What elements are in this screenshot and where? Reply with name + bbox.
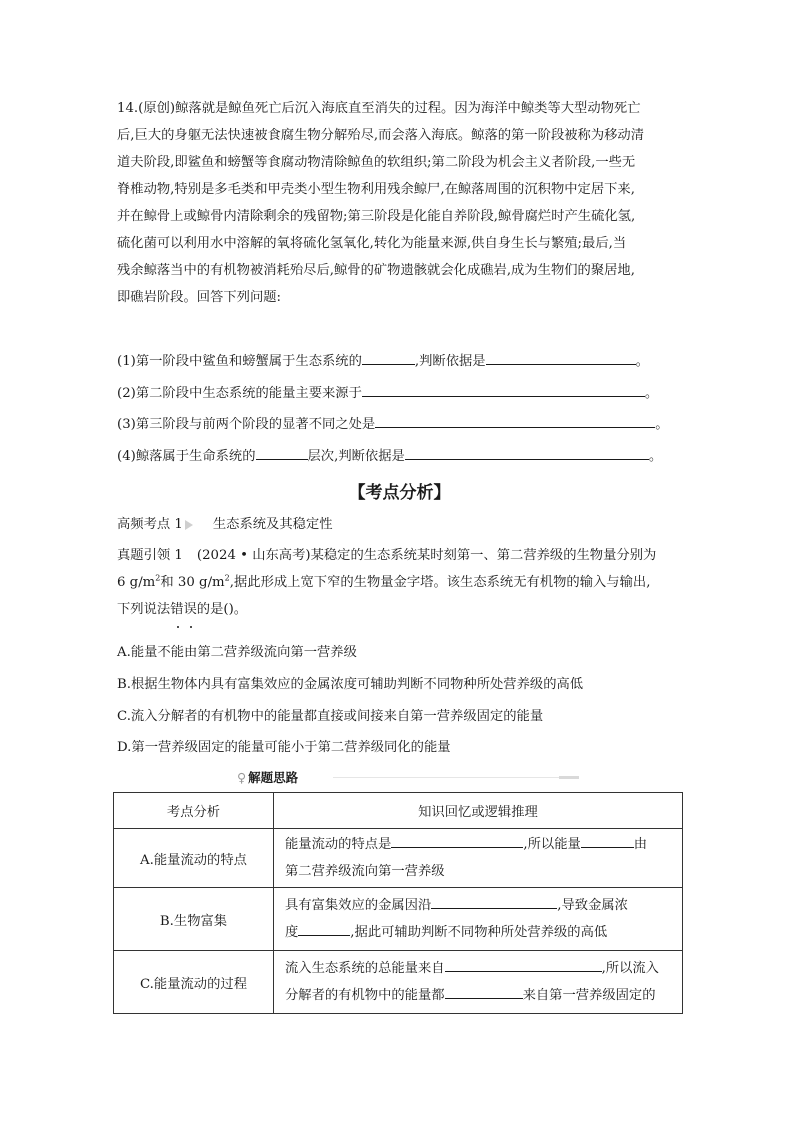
lightbulb-icon: ♀ [237, 770, 247, 785]
answer-blank[interactable] [256, 445, 308, 460]
sub-question-text: (2)第二阶段中生态系统的能量主要来源于 [117, 386, 362, 401]
superscript: 2 [155, 573, 161, 583]
thinking-label: 解题思路 [248, 770, 299, 785]
lead-question-line-1 [117, 542, 682, 569]
question-14-text [117, 95, 682, 311]
cell-text: 第二营养级流向第一营养级 [285, 864, 445, 879]
period: 。 [648, 449, 663, 464]
answer-blank[interactable] [298, 921, 350, 936]
table-row [114, 829, 683, 888]
emphasized-char: 误 [183, 596, 196, 623]
topic-tag [117, 511, 333, 538]
answer-blank[interactable] [362, 350, 415, 365]
row-key: C.能量流动的过程 [114, 951, 274, 1014]
paragraph-line: 即礁岩阶段。回答下列问题: [117, 290, 282, 305]
sub-question-text: (1)第一阶段中鲨鱼和螃蟹属于生态系统的 [117, 354, 362, 369]
row-content [274, 888, 683, 951]
lead-question-text: 下列说法 [117, 602, 171, 617]
cell-text: ,所以能量 [523, 837, 581, 852]
answer-blank[interactable] [375, 413, 655, 428]
option-a[interactable]: A.能量不能由第二营养级流向第一营养级 [117, 645, 357, 660]
thinking-banner [237, 768, 582, 786]
sub-question-4 [117, 443, 682, 470]
lead-question-text: 的是()。 [196, 602, 248, 617]
option-c[interactable]: C.流入分解者的有机物中的能量都直接或间接来自第一营养级固定的能量 [117, 709, 544, 724]
answer-blank[interactable] [486, 350, 636, 365]
sub-question-2 [117, 380, 682, 407]
sub-question-text: 层次,判断依据是 [307, 449, 405, 464]
paragraph-line: 并在鲸骨上或鲸骨内清除剩余的残留物;第三阶段是化能自养阶段,鲸骨腐烂时产生硫化氢, [117, 209, 636, 224]
table-header-row [114, 793, 683, 829]
cell-text: 分解者的有机物中的能量都 [285, 988, 445, 1003]
table-header: 知识回忆或逻辑推理 [274, 793, 683, 829]
paragraph-line: 脊椎动物,特别是多毛类和甲壳类小型生物利用残余鲸尸,在鲸落周围的沉积物中定居下来, [117, 182, 635, 197]
cell-text: 度 [285, 925, 299, 940]
row-content [274, 951, 683, 1014]
answer-blank[interactable] [391, 833, 523, 848]
table-row [114, 888, 683, 951]
lead-question-source: (2024 • 山东高考) [196, 548, 311, 563]
answer-blank[interactable] [431, 894, 557, 909]
sub-question-text: (4)鲸落属于生命系统的 [117, 449, 256, 464]
option-b[interactable]: B.根据生物体内具有富集效应的金属浓度可辅助判断不同物种所处营养级的高低 [117, 677, 584, 692]
lead-question-line-3 [117, 596, 682, 623]
paragraph-line: 硫化菌可以利用水中溶解的氧将硫化氢氧化,转化为能量来源,供自身生长与繁殖;最后,当 [117, 236, 627, 251]
paragraph-line: 14.(原创)鲸落就是鲸鱼死亡后沉入海底直至消失的过程。因为海洋中鲸类等大型动物死亡 [117, 101, 641, 116]
period: 。 [635, 354, 649, 369]
row-content [274, 829, 683, 888]
lead-question-line-2 [117, 569, 682, 596]
topic-tag-label: 高频考点 1 [117, 517, 183, 532]
option-d[interactable]: D.第一营养级固定的能量可能小于第二营养级同化的能量 [117, 740, 451, 755]
row-key: B.生物富集 [114, 888, 274, 951]
section-heading: 【考点分析】 [348, 483, 451, 503]
paragraph-line: 后,巨大的身躯无法快速被食腐生物分解殆尽,而会落入海底。鲸落的第一阶段被称为移动清 [117, 128, 645, 143]
cell-text: 流入生态系统的总能量来自 [285, 961, 445, 976]
cell-text: 来自第一营养级固定的 [522, 988, 656, 1003]
sub-question-1 [117, 348, 682, 375]
cell-text: 具有富集效应的金属因沿 [285, 898, 432, 913]
row-key: A.能量流动的特点 [114, 829, 274, 888]
paragraph-line: 残余鲸落当中的有机物被消耗殆尽后,鲸骨的矿物遗骸就会化成礁岩,成为生物们的聚居地, [117, 263, 635, 278]
paragraph-line: 道夫阶段,即鲨鱼和螃蟹等食腐动物清除鲸鱼的软组织;第二阶段为机会主义者阶段,一些无 [117, 155, 636, 170]
sub-question-3 [117, 411, 682, 438]
answer-blank[interactable] [405, 445, 649, 460]
triangle-marker-icon [185, 520, 193, 530]
table-row [114, 951, 683, 1014]
answer-blank[interactable] [362, 382, 645, 397]
answer-blank[interactable] [445, 957, 602, 972]
sub-question-text: ,判断依据是 [414, 354, 486, 369]
period: 。 [655, 417, 669, 432]
cell-text: 由 [633, 837, 648, 852]
lead-question-text: 某稳定的生态系统某时刻第一、第二营养级的生物量分别为 [310, 548, 657, 563]
cell-text: ,所以流入 [601, 961, 659, 976]
lead-question-text: ,据此形成上宽下窄的生物量金字塔。该生态系统无有机物的输入与输出, [229, 575, 651, 590]
topic-tag-title: 生态系统及其稳定性 [212, 517, 333, 532]
divider [333, 777, 579, 778]
value-unit: 和 30 g/m [160, 575, 225, 590]
cell-text: ,据此可辅助判断不同物种所处营养级的高低 [350, 925, 608, 940]
cell-text: 能量流动的特点是 [285, 837, 392, 852]
value-unit: 6 g/m [117, 575, 156, 590]
period: 。 [644, 386, 659, 401]
emphasized-char: 错 [170, 596, 183, 623]
divider-accent [559, 776, 579, 779]
table-header: 考点分析 [114, 793, 274, 829]
lead-question-label: 真题引领 1 [117, 548, 183, 563]
sub-question-text: (3)第三阶段与前两个阶段的显著不同之处是 [117, 417, 376, 432]
superscript: 2 [224, 573, 230, 583]
answer-blank[interactable] [581, 833, 634, 848]
analysis-table [113, 792, 683, 1014]
cell-text: ,导致金属浓 [557, 898, 628, 913]
answer-blank[interactable] [445, 984, 523, 999]
